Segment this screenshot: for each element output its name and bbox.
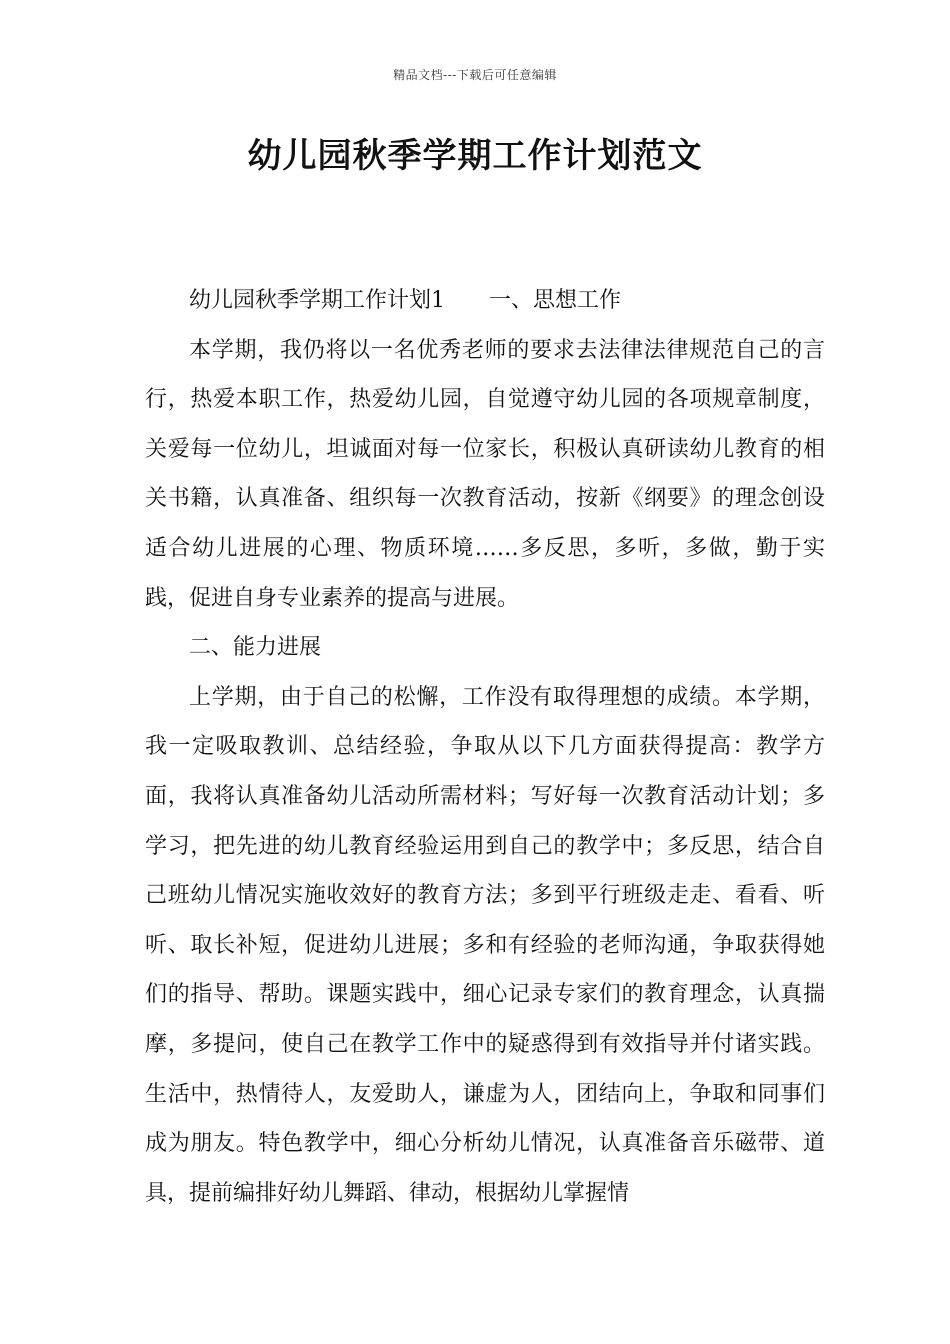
intro-line: 幼儿园秋季学期工作计划1 一、思想工作 [189,288,621,313]
paragraph-thought-work: 本学期，我仍将以一名优秀老师的要求去法律法律规范自己的言行，热爱本职工作，热爱幼儿园，自觉遵守幼儿园的各项规章制度，关爱每一位幼儿，坦诚面对每一位家长，积极认真研读幼儿教育的相关书籍，认真准备、组织每一次教育活动，按新《纲要》的理念创设适合幼儿进展的心理、物质环境……多反思，多听，多做，勤于实践，促进自身专业素养的提高与进展。 [145,337,825,611]
section-heading-ability: 二、能力进展 [189,635,322,661]
header-note: 精品文档---下载后可任意编辑 [393,68,557,82]
document-title: 幼儿园秋季学期工作计划范文 [247,136,703,176]
paragraph-ability-development: 上学期，由于自己的松懈，工作没有取得理想的成绩。本学期，我一定吸取教训、总结经验，争取从以下几方面获得提高：教学方面，我将认真准备幼儿活动所需材料；写好每一次教育活动计划；多学习，把先进的幼儿教育经验运用到自己的教学中；多反思，结合自己班幼儿情况实施收效好的教育方法；多到平行班级走走、看看、听听、取长补短，促进幼儿进展；多和有经验的老师沟通，争取获得她们的指导、帮助。课题实践中，细心记录专家们的教育理念，认真揣摩，多提问，使自己在教学工作中的疑惑得到有效指导并付诸实践。生活中，热情待人，友爱助人，谦虚为人，团结向上，争取和同事们成为朋友。特色教学中，细心分析幼儿情况，认真准备音乐磁带、道具，提前编排好幼儿舞蹈、律动，根据幼儿掌握情 [145,684,825,1206]
document-body [145,276,825,1218]
